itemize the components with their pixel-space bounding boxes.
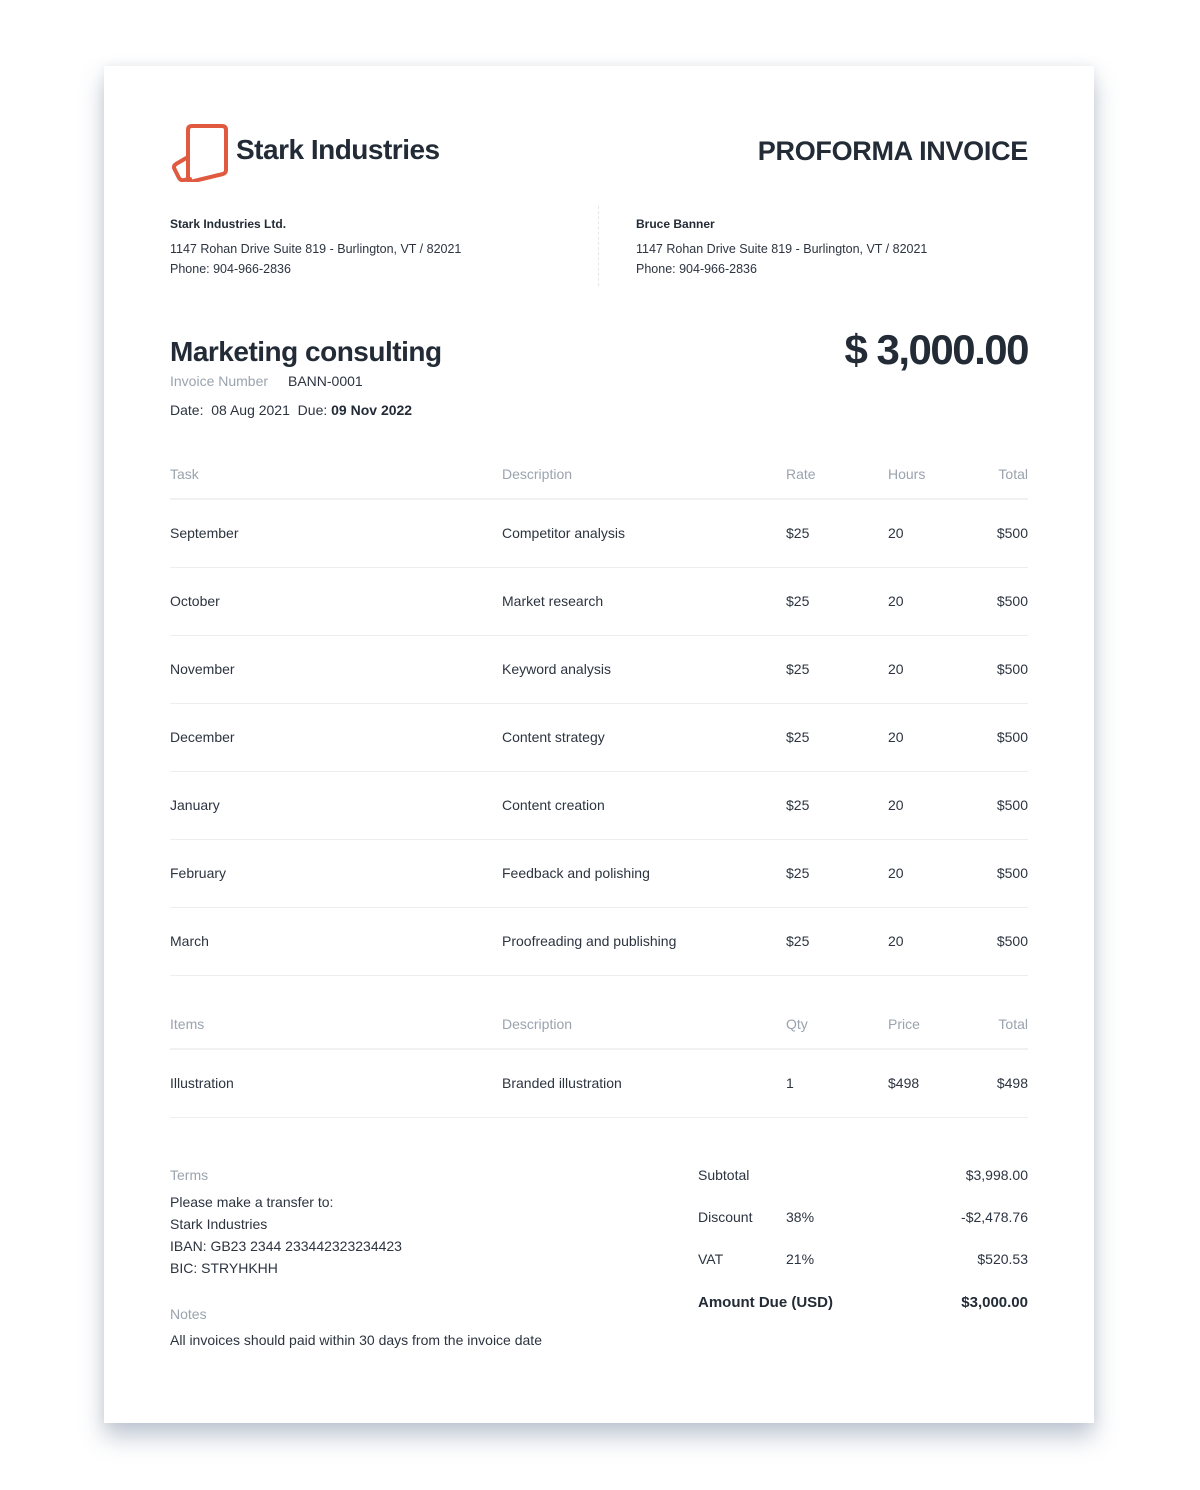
logo-icon <box>170 122 230 182</box>
sender-address: 1147 Rohan Drive Suite 819 - Burlington, VT / 82021 <box>170 242 462 256</box>
table-header <box>170 462 1028 500</box>
recipient-name: Bruce Banner <box>636 217 715 231</box>
sender-phone: Phone: 904-966-2836 <box>170 262 291 276</box>
cell-description: Proofreading and publishing <box>502 933 677 949</box>
table-row <box>170 908 1028 976</box>
cell-quantity: 20 <box>888 797 904 813</box>
column-header: Description <box>502 466 573 482</box>
cell-quantity: 20 <box>888 593 904 609</box>
items-table <box>170 1012 1028 1118</box>
discount-label: Discount <box>698 1209 753 1225</box>
brand-name: Stark Industries <box>236 134 440 165</box>
terms-line: IBAN: GB23 2344 233442323234423 <box>170 1238 402 1254</box>
due-date: 09 Nov 2022 <box>331 402 413 418</box>
column-header: Qty <box>786 1016 808 1032</box>
cell-rate: 1 <box>786 1075 794 1091</box>
cell-description: Market research <box>502 593 604 609</box>
cell-total: $500 <box>996 525 1028 541</box>
cell-description: Competitor analysis <box>502 525 625 541</box>
cell-quantity: $498 <box>888 1075 920 1091</box>
cell-name: January <box>170 797 220 813</box>
recipient-address: 1147 Rohan Drive Suite 819 - Burlington, VT / 82021 <box>636 242 928 256</box>
tasks-table <box>170 462 1028 976</box>
vat-percent: 21% <box>786 1251 815 1267</box>
column-header: Rate <box>786 466 816 482</box>
cell-quantity: 20 <box>888 933 904 949</box>
cell-description: Branded illustration <box>502 1075 622 1091</box>
column-header: Total <box>998 466 1028 482</box>
invoice-date: 08 Aug 2021 <box>211 402 290 418</box>
table-row <box>170 772 1028 840</box>
cell-description: Content creation <box>502 797 605 813</box>
invoice-dates <box>170 402 412 418</box>
invoice-page <box>104 66 1094 1423</box>
cell-description: Feedback and polishing <box>502 865 650 881</box>
date-label: Date: <box>170 402 204 418</box>
sender-name: Stark Industries Ltd. <box>170 217 287 231</box>
terms-label: Terms <box>170 1167 209 1183</box>
recipient-phone: Phone: 904-966-2836 <box>636 262 757 276</box>
cell-name: March <box>170 933 209 949</box>
invoice-number-label: Invoice Number <box>170 373 269 389</box>
terms-line: Please make a transfer to: <box>170 1194 334 1210</box>
invoice-total-amount: $ 3,000.00 <box>844 326 1028 373</box>
cell-total: $500 <box>996 933 1028 949</box>
cell-rate: $25 <box>786 729 810 745</box>
table-row <box>170 568 1028 636</box>
cell-description: Keyword analysis <box>502 661 611 677</box>
document-title: PROFORMA INVOICE <box>757 136 1028 166</box>
table-row <box>170 1050 1028 1118</box>
cell-rate: $25 <box>786 933 810 949</box>
vat-label: VAT <box>698 1251 724 1267</box>
table-row <box>170 500 1028 568</box>
subtotal-label: Subtotal <box>698 1167 750 1183</box>
column-header: Task <box>170 466 199 482</box>
cell-rate: $25 <box>786 865 810 881</box>
cell-quantity: 20 <box>888 729 904 745</box>
cell-name: December <box>170 729 235 745</box>
cell-total: $500 <box>996 729 1028 745</box>
cell-name: Illustration <box>170 1075 234 1091</box>
cell-total: $500 <box>996 661 1028 677</box>
table-row <box>170 636 1028 704</box>
cell-rate: $25 <box>786 797 810 813</box>
column-header: Hours <box>888 466 926 482</box>
column-header: Description <box>502 1016 573 1032</box>
invoice-title: Marketing consulting <box>170 336 442 367</box>
party-divider <box>598 206 599 286</box>
cell-rate: $25 <box>786 525 810 541</box>
table-row <box>170 840 1028 908</box>
cell-name: February <box>170 865 227 881</box>
due-label: Due: <box>297 402 328 418</box>
notes-text: All invoices should paid within 30 days from the invoice date <box>170 1332 542 1348</box>
cell-description: Content strategy <box>502 729 605 745</box>
vat-value: $520.53 <box>977 1251 1028 1267</box>
terms-line: Stark Industries <box>170 1216 268 1232</box>
cell-rate: $25 <box>786 593 810 609</box>
cell-total: $498 <box>996 1075 1028 1091</box>
cell-total: $500 <box>996 797 1028 813</box>
cell-rate: $25 <box>786 661 810 677</box>
notes-label: Notes <box>170 1306 207 1322</box>
discount-percent: 38% <box>786 1209 815 1225</box>
cell-quantity: 20 <box>888 661 904 677</box>
cell-name: November <box>170 661 235 677</box>
cell-quantity: 20 <box>888 865 904 881</box>
amount-due-label: Amount Due (USD) <box>698 1294 833 1311</box>
cell-total: $500 <box>996 593 1028 609</box>
discount-value: -$2,478.76 <box>961 1209 1028 1225</box>
invoice-number: BANN-0001 <box>288 373 363 389</box>
terms-line: BIC: STRYHKHH <box>170 1260 278 1276</box>
table-header <box>170 1012 1028 1050</box>
table-row <box>170 704 1028 772</box>
cell-name: September <box>170 525 239 541</box>
amount-due-value: $3,000.00 <box>961 1294 1028 1311</box>
subtotal-value: $3,998.00 <box>965 1167 1028 1183</box>
cell-quantity: 20 <box>888 525 904 541</box>
cell-name: October <box>170 593 220 609</box>
column-header: Total <box>998 1016 1028 1032</box>
cell-total: $500 <box>996 865 1028 881</box>
column-header: Items <box>170 1016 205 1032</box>
column-header: Price <box>888 1016 920 1032</box>
